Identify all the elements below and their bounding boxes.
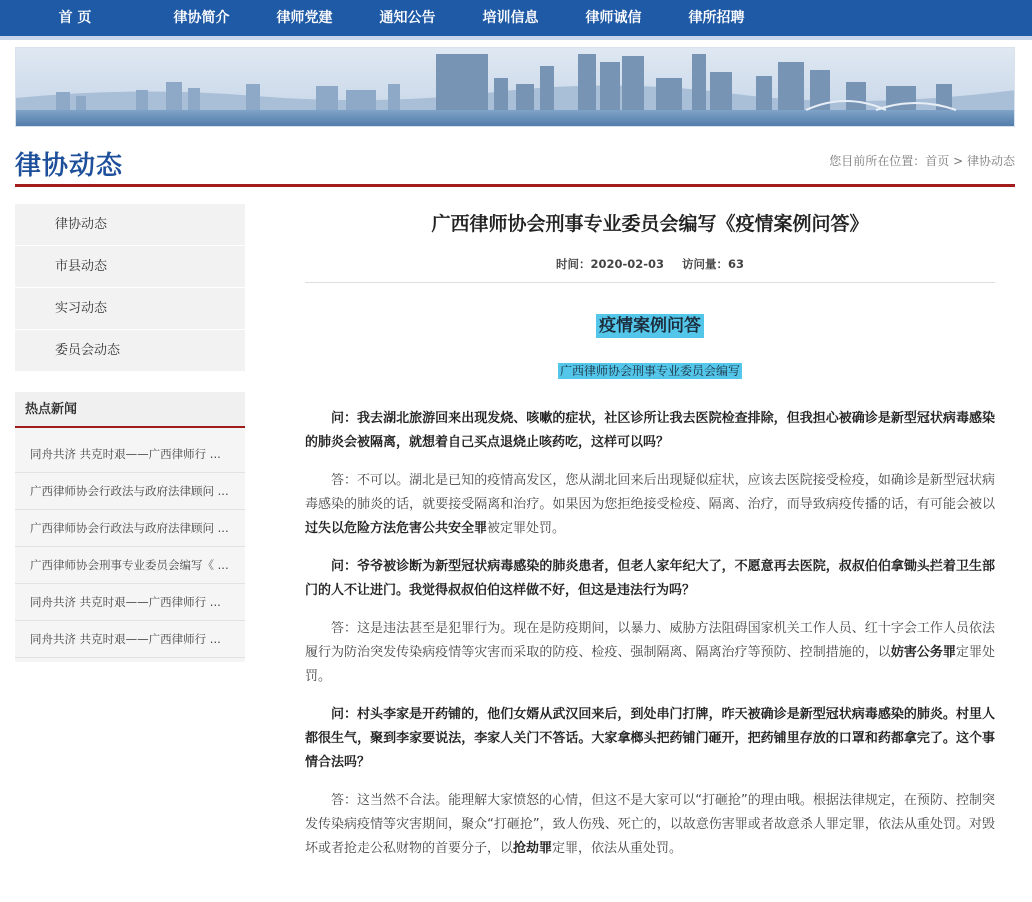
answer-1-text: 答：不可以。湖北是已知的疫情高发区，您从湖北回来后出现疑似症状，应该去医院接受检疫，如确诊是新型冠状病毒感染的肺炎的话，就要接受隔离和治疗。如果因为您拒绝接受检疫、隔离、治疗，而导致病疫传播的话，有可能会被以 <box>305 473 995 512</box>
question-3: 问：村头李家是开药铺的，他们女婿从武汉回来后，到处串门打牌，昨天被确诊是新型冠状病毒感染的肺炎。村里人都很生气，聚到李家要说法，李家人关门不答话。大家拿榔头把药铺门砸开，把药铺里存放的口罩和药都拿完了。这个事情合法吗？ <box>305 707 995 770</box>
hot-news-box <box>15 392 245 662</box>
article-title: 广西律师协会刑事专业委员会编写《疫情案例问答》 <box>431 213 869 235</box>
hot-news-item[interactable]: 同舟共济 共克时艰——广西律师行 ... <box>15 584 245 621</box>
question-2: 问：爷爷被诊断为新型冠状病毒感染的肺炎患者，但老人家年纪大了，不愿意再去医院，叔叔伯伯拿锄头拦着卫生部门的人不让进门。我觉得叔叔伯伯这样做不好，但这是违法行为吗？ <box>305 559 995 598</box>
nav-recruit[interactable]: 律所招聘 <box>688 10 745 26</box>
hot-news-title: 热点新闻 <box>15 392 245 428</box>
question-1: 问：我去湖北旅游回来出现发烧、咳嗽的症状，社区诊所让我去医院检查排除，但我担心被确诊是新型冠状病毒感染的肺炎会被隔离，就想着自己买点退烧止咳药吃，这样可以吗？ <box>305 411 995 450</box>
answer-2-end: 定罪处罚。 <box>305 645 995 684</box>
subtitle-text: 疫情案例问答 <box>596 314 704 338</box>
article-meta <box>305 254 995 274</box>
hot-news-list <box>15 428 245 662</box>
article <box>305 204 995 861</box>
hot-news-item[interactable]: 广西律师协会刑事专业委员会编写《 ... <box>15 547 245 584</box>
nav-about[interactable]: 律协简介 <box>173 10 230 26</box>
breadcrumb-prefix: 您目前所在位置： <box>829 154 926 168</box>
article-subtitle <box>305 311 995 336</box>
hot-news-item[interactable]: 同舟共济 共克时艰——广西律师行 ... <box>15 436 245 473</box>
sidebar-item-intern-news[interactable]: 实习动态 <box>15 288 245 330</box>
article-views: 访问量：63 <box>682 257 745 271</box>
nav-party[interactable]: 律师党建 <box>276 10 333 26</box>
answer-3-crime: 抢劫罪 <box>513 841 553 856</box>
answer-2 <box>305 617 995 689</box>
answer-1-crime: 过失以危险方法危害公共安全罪 <box>305 521 488 536</box>
nav-training[interactable]: 培训信息 <box>482 10 539 26</box>
sidebar-item-city-news[interactable]: 市县动态 <box>15 246 245 288</box>
sidebar-item-committee-news[interactable]: 委员会动态 <box>15 330 245 372</box>
banner-image <box>15 47 1015 127</box>
breadcrumb-home[interactable]: 首页 <box>925 154 950 168</box>
sidebar <box>15 204 245 662</box>
sidebar-item-bar-news[interactable]: 律协动态 <box>15 204 245 246</box>
sidebar-menu <box>15 204 245 372</box>
hot-news-item[interactable]: 广西律师协会行政法与政府法律顾问 ... <box>15 510 245 547</box>
nav-underline <box>0 36 1032 40</box>
answer-3-end: 定罪，依法从重处罚。 <box>552 841 683 856</box>
hot-news-item[interactable]: 同舟共济 共克时艰——广西律师行 ... <box>15 621 245 658</box>
article-time: 时间：2020-02-03 <box>555 257 665 271</box>
answer-2-crime: 妨害公务罪 <box>890 645 956 660</box>
author-text: 广西律师协会刑事专业委员会编写 <box>559 364 740 378</box>
answer-3-text: 答：这当然不合法。能理解大家愤怒的心情，但这不是大家可以“打砸抢”的理由哦。根据法律规定，在预防、控制突发传染病疫情等灾害期间，聚众“打砸抢”，致人伤残、死亡的，以故意伤害罪或者故意杀人罪定罪，依法从重处罚。对毁坏或者抢走公私财物的首要分子，以 <box>305 793 995 856</box>
nav-home[interactable]: 首 页 <box>58 10 92 26</box>
answer-2-text: 答：这是违法甚至是犯罪行为。现在是防疫期间，以暴力、威胁方法阻碍国家机关工作人员、红十字会工作人员依法履行为防治突发传染病疫情等灾害而采取的防疫、检疫、强制隔离、隔离治疗等预防、控制措施的，以 <box>305 621 995 660</box>
breadcrumb-current[interactable]: 律协动态 <box>966 154 1015 168</box>
article-author <box>305 360 995 379</box>
top-nav <box>0 0 1032 36</box>
answer-1-end: 被定罪处罚。 <box>487 521 566 536</box>
hot-news-item[interactable]: 广西律师协会行政法与政府法律顾问 ... <box>15 473 245 510</box>
nav-integrity[interactable]: 律师诚信 <box>585 10 642 26</box>
answer-1 <box>305 469 995 541</box>
meta-divider <box>305 282 995 283</box>
page-title: 律协动态 <box>15 151 124 181</box>
breadcrumb <box>829 152 1015 169</box>
answer-3 <box>305 789 995 861</box>
breadcrumb-separator: > <box>949 154 967 168</box>
title-divider <box>15 184 1015 187</box>
nav-notices[interactable]: 通知公告 <box>379 10 436 26</box>
